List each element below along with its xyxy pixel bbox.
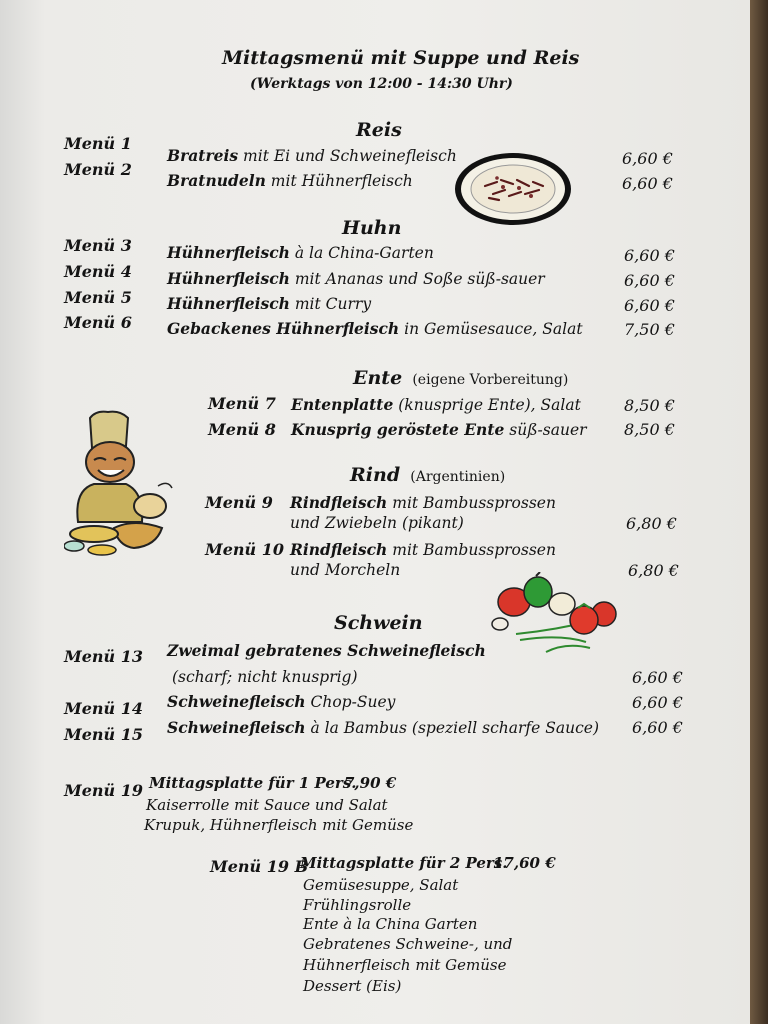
dish-name: Bratreis mit Ei und Schweinefleisch bbox=[167, 146, 457, 165]
menu-id: Menü 6 bbox=[64, 313, 132, 332]
plate-price: 17,60 € bbox=[493, 854, 556, 872]
dish-name: Knusprig geröstete Ente süß-sauer bbox=[291, 420, 587, 439]
menu-id: Menü 19 B bbox=[210, 857, 309, 876]
section-title-reis: Reis bbox=[356, 119, 402, 141]
dish-name-line2: und Morcheln bbox=[290, 561, 401, 579]
page-title: Mittagsmenü mit Suppe und Reis bbox=[222, 47, 580, 69]
menu-id: Menü 19 bbox=[64, 781, 143, 800]
menu-id: Menü 4 bbox=[64, 262, 132, 281]
chef-illustration-icon bbox=[64, 410, 178, 556]
dish-price: 6,60 € bbox=[624, 246, 675, 265]
section-title-schwein: Schwein bbox=[334, 612, 423, 634]
section-title-rind: Rind (Argentinien) bbox=[350, 464, 506, 486]
plate-line: Frühlingsrolle bbox=[303, 896, 412, 914]
menu-id: Menü 2 bbox=[64, 160, 132, 179]
dish-name: Schweinefleisch Chop-Suey bbox=[167, 692, 396, 711]
dish-name-line2: (scharf; nicht knusprig) bbox=[172, 668, 358, 686]
dish-price: 6,60 € bbox=[622, 174, 673, 193]
dish-price: 6,80 € bbox=[626, 514, 677, 533]
menu-id: Menü 1 bbox=[64, 134, 132, 153]
page-subtitle: (Werktags von 12:00 - 14:30 Uhr) bbox=[250, 76, 513, 92]
dish-name: Rindfleisch mit Bambussprossen bbox=[290, 493, 556, 512]
plate-title: Mittagsplatte für 1 Pers. bbox=[149, 774, 357, 792]
plate-line: Dessert (Eis) bbox=[303, 977, 402, 995]
vegetables-illustration-icon bbox=[486, 572, 620, 662]
menu-id: Menü 3 bbox=[64, 236, 132, 255]
plate-line: Gebratenes Schweine-, und bbox=[303, 935, 513, 953]
dish-price: 7,50 € bbox=[624, 320, 675, 339]
menu-id: Menü 7 bbox=[208, 394, 276, 413]
section-title-huhn: Huhn bbox=[342, 217, 402, 239]
dish-price: 6,80 € bbox=[628, 561, 679, 580]
plate-line: Ente à la China Garten bbox=[303, 915, 478, 933]
menu-id: Menü 9 bbox=[205, 493, 273, 512]
section-title-ente: Ente (eigene Vorbereitung) bbox=[353, 367, 569, 389]
plate-line: Kaiserrolle mit Sauce und Salat bbox=[146, 796, 388, 814]
dish-price: 8,50 € bbox=[624, 420, 675, 439]
dish-name: Zweimal gebratenes Schweinefleisch bbox=[167, 641, 486, 660]
dish-price: 6,60 € bbox=[632, 668, 683, 687]
dish-price: 8,50 € bbox=[624, 396, 675, 415]
plate-line: Gemüsesuppe, Salat bbox=[303, 876, 459, 894]
dish-price: 6,60 € bbox=[632, 718, 683, 737]
menu-id: Menü 15 bbox=[64, 725, 143, 744]
menu-id: Menü 10 bbox=[205, 540, 284, 559]
dish-name-line2: und Zwiebeln (pikant) bbox=[290, 514, 464, 532]
dish-name: Hühnerfleisch mit Ananas und Soße süß-sauer bbox=[167, 269, 545, 288]
plate-line: Hühnerfleisch mit Gemüse bbox=[303, 956, 507, 974]
dish-name: Entenplatte (knusprige Ente), Salat bbox=[291, 395, 581, 414]
plate-title: Mittagsplatte für 2 Pers. bbox=[300, 854, 508, 872]
dish-name: Hühnerfleisch à la China-Garten bbox=[167, 243, 434, 262]
dish-price: 6,60 € bbox=[624, 271, 675, 290]
binder-edge bbox=[750, 0, 768, 1024]
dish-name: Hühnerfleisch mit Curry bbox=[167, 294, 372, 313]
menu-id: Menü 8 bbox=[208, 420, 276, 439]
plate-price: 7,90 € bbox=[344, 774, 397, 792]
menu-id: Menü 14 bbox=[64, 699, 143, 718]
plate-line: Krupuk, Hühnerfleisch mit Gemüse bbox=[144, 816, 414, 834]
dish-price: 6,60 € bbox=[632, 693, 683, 712]
dish-price: 6,60 € bbox=[624, 296, 675, 315]
menu-id: Menü 5 bbox=[64, 288, 132, 307]
menu-id: Menü 13 bbox=[64, 647, 143, 666]
rice-plate-icon bbox=[453, 150, 573, 228]
dish-name: Schweinefleisch à la Bambus (speziell scharfe Sauce) bbox=[167, 718, 599, 737]
dish-price: 6,60 € bbox=[622, 149, 673, 168]
dish-name: Rindfleisch mit Bambussprossen bbox=[290, 540, 556, 559]
dish-name: Gebackenes Hühnerfleisch in Gemüsesauce, Salat bbox=[167, 319, 583, 338]
dish-name: Bratnudeln mit Hühnerfleisch bbox=[167, 171, 413, 190]
